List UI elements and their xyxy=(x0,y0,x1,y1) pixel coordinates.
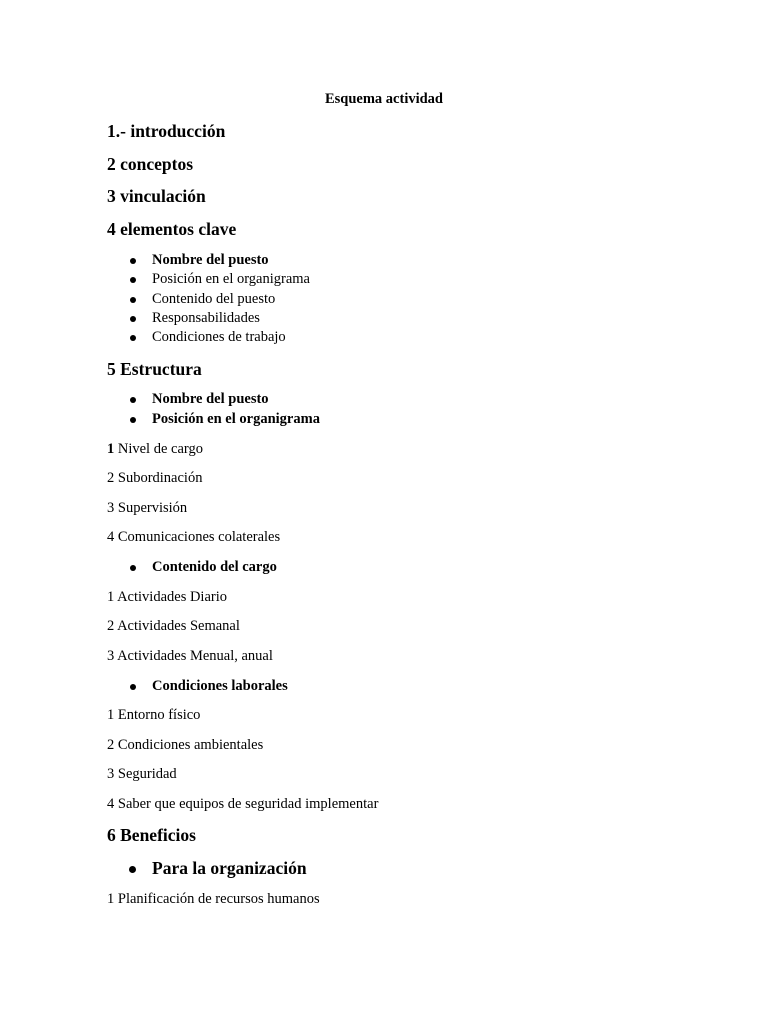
list-item: Responsabilidades xyxy=(152,310,260,327)
paragraph-item: 4 Comunicaciones colaterales xyxy=(107,529,281,545)
heading-estructura: 5 Estructura xyxy=(107,359,202,379)
list-item: Nombre del puesto xyxy=(152,252,269,269)
paragraph-item: 2 Subordinación xyxy=(107,470,203,486)
list-item: Condiciones de trabajo xyxy=(152,329,286,346)
paragraph-item: 3 Actividades Menual, anual xyxy=(107,648,273,664)
document-title: Esquema actividad xyxy=(324,91,444,107)
paragraph-item: 1 Actividades Diario xyxy=(107,589,228,605)
bullet-icon xyxy=(130,417,136,423)
paragraph-item: 1 Planificación de recursos humanos xyxy=(107,891,320,907)
bullet-icon xyxy=(130,335,136,341)
bullet-icon xyxy=(130,397,136,403)
bullet-icon xyxy=(130,258,136,264)
heading-elementos-clave: 4 elementos clave xyxy=(107,219,237,239)
paragraph-item: 4 Saber que equipos de seguridad implementar xyxy=(107,796,379,812)
bullet-icon xyxy=(129,866,136,873)
list-item: Contenido del puesto xyxy=(152,291,275,308)
bullet-icon xyxy=(130,684,136,690)
list-item: Posición en el organigrama xyxy=(152,271,310,288)
paragraph-item: 3 Seguridad xyxy=(107,766,177,782)
heading-beneficios: 6 Beneficios xyxy=(107,825,196,845)
bullet-icon xyxy=(130,316,136,322)
paragraph-item: 2 Condiciones ambientales xyxy=(107,737,264,753)
bullet-icon xyxy=(130,297,136,303)
paragraph-item: 3 Supervisión xyxy=(107,500,188,516)
list-item: Para la organización xyxy=(152,858,307,879)
heading-vinculacion: 3 vinculación xyxy=(107,186,206,206)
list-item: Contenido del cargo xyxy=(152,559,277,576)
bullet-icon xyxy=(130,277,136,283)
list-item: Nombre del puesto xyxy=(152,391,269,408)
heading-conceptos: 2 conceptos xyxy=(107,154,194,174)
list-item: Posición en el organigrama xyxy=(152,411,320,428)
bullet-icon xyxy=(130,565,136,571)
paragraph-item: 1 Entorno físico xyxy=(107,707,201,723)
heading-introduccion: 1.- introducción xyxy=(107,121,226,141)
paragraph-item: 2 Actividades Semanal xyxy=(107,618,240,634)
paragraph-item: 1 Nivel de cargo xyxy=(107,441,203,457)
list-item: Condiciones laborales xyxy=(152,678,288,695)
